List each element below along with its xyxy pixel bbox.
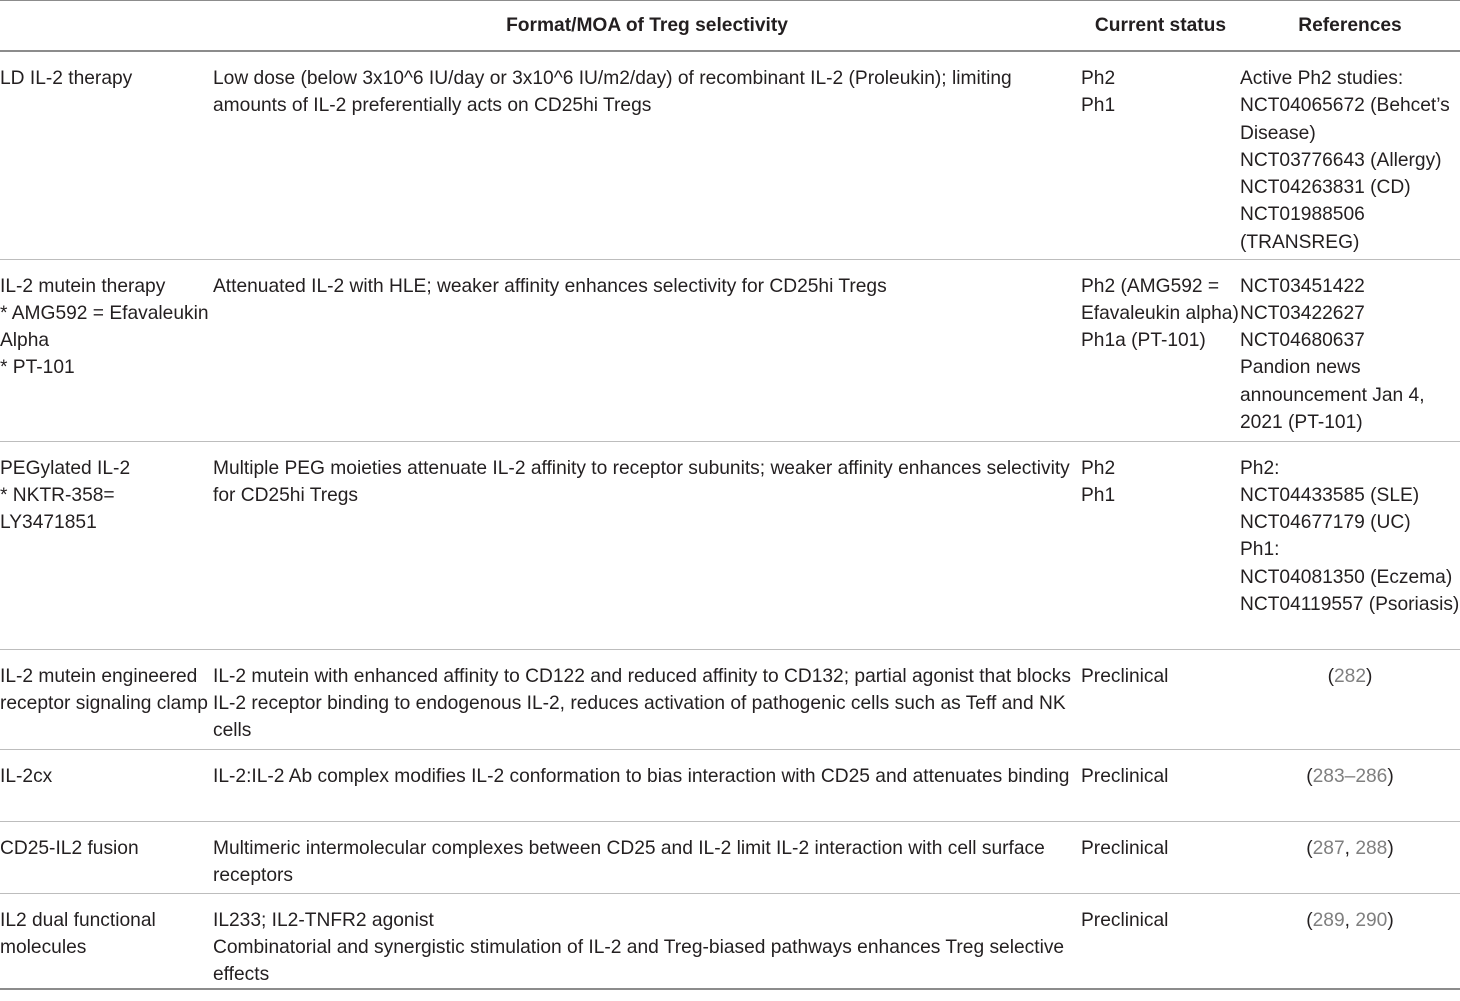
moa-cell-line: Low dose (below 3x10^6 IU/day or 3x10^6 IU/m2/day) of recombinant IL-2 (Proleukin); limiting amounts of IL-2 preferentially acts on CD25hi Tregs	[213, 68, 1012, 117]
references-cell	[1240, 649, 1460, 749]
table-row	[0, 441, 1460, 649]
citation-link[interactable]: 288	[1355, 837, 1388, 859]
moa-cell-line: IL233; IL2-TNFR2 agonist	[213, 909, 434, 931]
citation-close-paren: )	[1387, 837, 1394, 859]
references-cell	[1240, 893, 1460, 989]
citation-open-paren: (	[1306, 765, 1313, 787]
citation-open-paren: (	[1306, 837, 1313, 859]
references-cell-line: NCT04065672 (Behcet’s Disease)	[1240, 95, 1450, 144]
table-row	[0, 259, 1460, 441]
references-cell-line: NCT04433585 (SLE)	[1240, 484, 1420, 506]
moa-cell	[213, 259, 1081, 441]
moa-cell	[213, 749, 1081, 821]
header-current-status: Current status	[1081, 1, 1240, 52]
citation-link[interactable]: 290	[1355, 909, 1388, 931]
status-cell	[1081, 893, 1240, 989]
status-cell	[1081, 259, 1240, 441]
citation-open-paren: (	[1327, 665, 1334, 687]
therapy-name-cell-line: IL2 dual functional molecules	[0, 909, 156, 958]
header-name	[0, 1, 213, 52]
therapy-name-cell-line: * AMG592 = Efavaleukin Alpha	[0, 302, 209, 352]
references-cell-line: NCT04119557 (Psoriasis)	[1240, 593, 1460, 615]
status-cell	[1081, 821, 1240, 893]
moa-cell-line: IL-2:IL-2 Ab complex modifies IL-2 conformation to bias interaction with CD25 and attenuates binding	[213, 765, 1070, 787]
status-cell-line: Ph2 (AMG592 = Efavaleukin alpha)	[1081, 275, 1239, 324]
references-cell-line: Pandion news announcement Jan 4, 2021 (PT-101)	[1240, 357, 1425, 433]
moa-cell-line: Combinatorial and synergistic stimulation of IL-2 and Treg-biased pathways enhances Treg selective effects	[213, 936, 1065, 986]
moa-cell	[213, 821, 1081, 893]
therapy-name-cell-line: IL-2 mutein engineered receptor signaling clamp	[0, 665, 208, 714]
moa-cell	[213, 893, 1081, 989]
therapy-name-cell	[0, 821, 213, 893]
references-cell-line: Ph1:	[1240, 539, 1280, 561]
status-cell-line: Preclinical	[1081, 765, 1169, 787]
therapy-name-cell	[0, 441, 213, 649]
citation-separator: ,	[1344, 837, 1356, 859]
citation-close-paren: )	[1387, 765, 1394, 787]
moa-cell-line: Multimeric intermolecular complexes between CD25 and IL-2 limit IL-2 interaction with cell surface receptors	[213, 837, 1045, 886]
therapy-name-cell-line: CD25-IL2 fusion	[0, 837, 139, 859]
therapy-name-cell-line: * PT-101	[0, 357, 75, 379]
status-cell	[1081, 749, 1240, 821]
therapy-name-cell-line: LD IL-2 therapy	[0, 68, 133, 89]
references-cell-line: Active Ph2 studies:	[1240, 68, 1404, 89]
moa-cell-line: Multiple PEG moieties attenuate IL-2 affinity to receptor subunits; weaker affinity enhances selectivity for CD25hi Tregs	[213, 457, 1070, 506]
references-cell-line: Ph2:	[1240, 457, 1280, 479]
status-cell	[1081, 441, 1240, 649]
references-cell-line: NCT04677179 (UC)	[1240, 512, 1411, 534]
status-cell-line: Ph1	[1081, 95, 1116, 117]
references-cell-line: NCT04081350 (Eczema)	[1240, 566, 1453, 588]
status-cell-line: Preclinical	[1081, 837, 1169, 859]
status-cell-line: Ph2	[1081, 457, 1116, 479]
references-cell-line: NCT03776643 (Allergy)	[1240, 149, 1442, 171]
therapy-name-cell-line: IL-2 mutein therapy	[0, 275, 166, 297]
therapy-name-cell-line: IL-2cx	[0, 765, 53, 787]
moa-cell-line: IL-2 mutein with enhanced affinity to CD122 and reduced affinity to CD132; partial agonist that blocks IL-2 receptor binding to endogenous IL-2, reduces activation of pathogenic cells such as Teff and NK cells	[213, 665, 1071, 742]
references-cell-line: NCT03422627	[1240, 302, 1365, 324]
moa-cell-line: Attenuated IL-2 with HLE; weaker affinity enhances selectivity for CD25hi Tregs	[213, 275, 887, 297]
header-references: References	[1240, 1, 1460, 52]
references-cell-line: NCT04680637	[1240, 330, 1365, 352]
citation-link[interactable]: 282	[1333, 665, 1366, 687]
status-cell	[1081, 51, 1240, 259]
therapy-name-cell-line: PEGylated IL-2	[0, 457, 131, 479]
citation-link[interactable]: 283–286	[1312, 765, 1388, 787]
references-cell	[1240, 749, 1460, 821]
table-header	[0, 1, 1460, 52]
therapy-name-cell	[0, 649, 213, 749]
status-cell-line: Ph1a (PT-101)	[1081, 330, 1206, 352]
status-cell-line: Ph2	[1081, 68, 1116, 89]
citation-link[interactable]: 289	[1312, 909, 1345, 931]
citation-close-paren: )	[1387, 909, 1394, 931]
status-cell-line: Preclinical	[1081, 909, 1169, 931]
status-cell	[1081, 649, 1240, 749]
table-row	[0, 821, 1460, 893]
table-row	[0, 649, 1460, 749]
moa-cell	[213, 649, 1081, 749]
citation-close-paren: )	[1366, 665, 1373, 687]
therapy-name-cell	[0, 749, 213, 821]
references-cell	[1240, 51, 1460, 259]
therapy-name-cell-line: * NKTR-358= LY3471851	[0, 484, 115, 534]
references-cell-line: NCT01988506 (TRANSREG)	[1240, 204, 1365, 253]
table-row	[0, 749, 1460, 821]
moa-cell	[213, 51, 1081, 259]
therapy-name-cell	[0, 51, 213, 259]
status-cell-line: Preclinical	[1081, 665, 1169, 687]
status-cell-line: Ph1	[1081, 484, 1116, 506]
therapy-name-cell	[0, 259, 213, 441]
references-cell-line: NCT04263831 (CD)	[1240, 177, 1411, 199]
citation-link[interactable]: 287	[1312, 837, 1345, 859]
therapy-name-cell	[0, 893, 213, 989]
table-row	[0, 893, 1460, 989]
references-cell-line: NCT03451422	[1240, 275, 1365, 297]
references-cell	[1240, 821, 1460, 893]
table-body	[0, 51, 1460, 989]
citation-separator: ,	[1344, 909, 1356, 931]
references-cell	[1240, 259, 1460, 441]
table-row	[0, 51, 1460, 259]
citation-open-paren: (	[1306, 909, 1313, 931]
references-cell	[1240, 441, 1460, 649]
header-format-moa: Format/MOA of Treg selectivity	[213, 1, 1081, 52]
moa-cell	[213, 441, 1081, 649]
